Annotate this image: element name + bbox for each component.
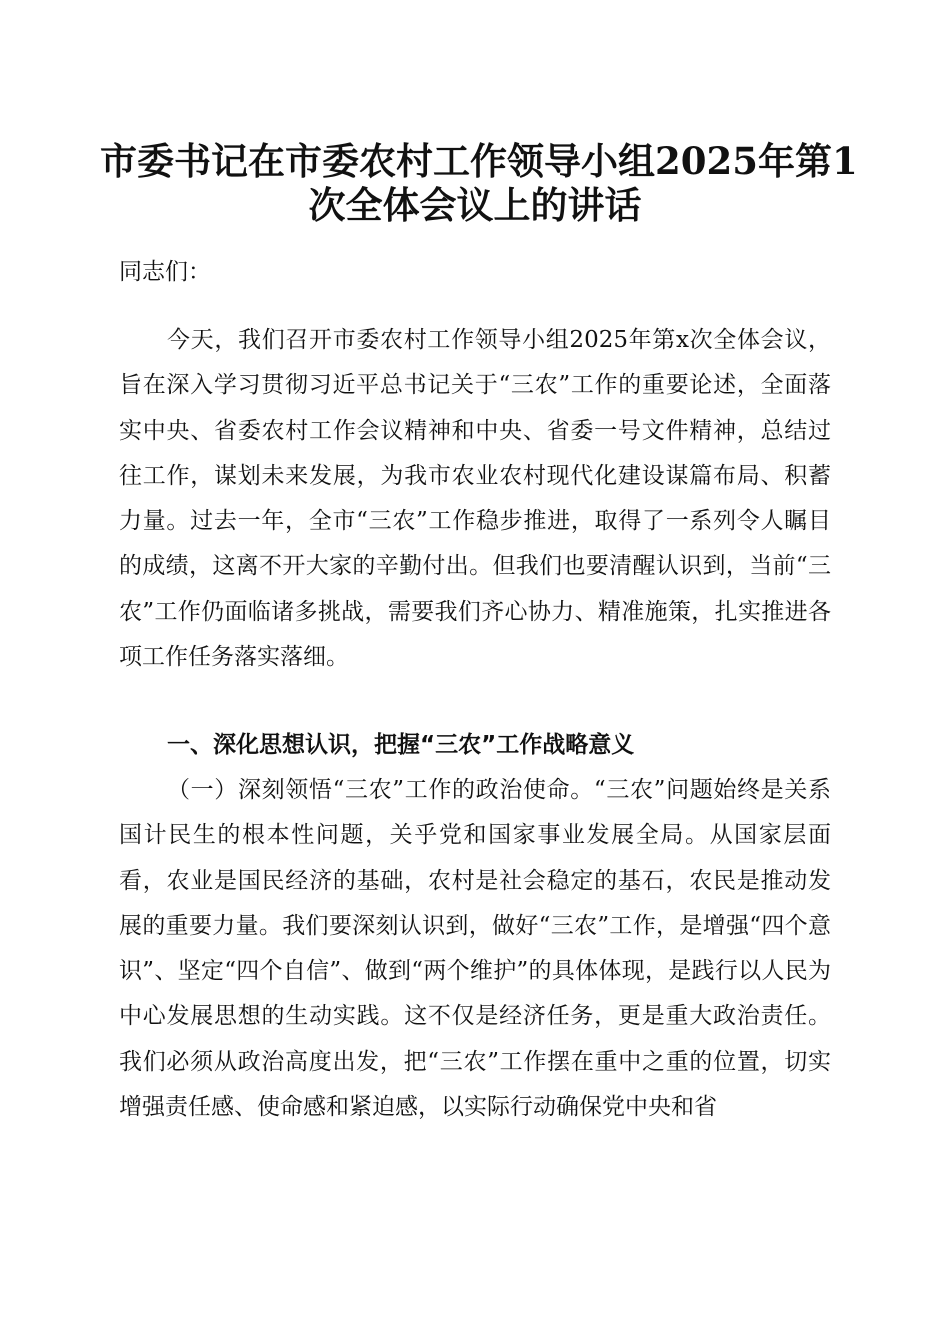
section-heading-1: 一、深化思想认识，把握“三农”工作战略意义 xyxy=(167,732,635,758)
paragraph-intro: 今天，我们召开市委农村工作领导小组2025年第x次全体会议，旨在深入学习贯彻习近平总书记关于“三农”工作的重要论述，全面落实中央、省委农村工作会议精神和中央、省委一号文件精神，总结过往工作，谋划未来发展，为我市农业农村现代化建设谋篇布局、积蓄力量。过去一年，全市“三农”工作稳步推进，取得了一系列令人瞩目的成绩，这离不开大家的辛勤付出。但我们也要清醒认识到，当前“三农”工作仍面临诸多挑战，需要我们齐心协力、精准施策，扎实推进各项工作任务落实落细。 xyxy=(119,327,831,671)
paragraph-section-1-1: （一）深刻领悟“三农”工作的政治使命。“三农”问题始终是关系国计民生的根本性问题，关乎党和国家事业发展全局。从国家层面看，农业是国民经济的基础，农村是社会稳定的基石，农民是推动发展的重要力量。我们要深刻认识到，做好“三农”工作，是增强“四个意识”、坚定“四个自信”、做到“两个维护”的具体体现，是践行以人民为中心发展思想的生动实践。这不仅是经济任务，更是重大政治责任。我们必须从政治高度出发，把“三农”工作摆在重中之重的位置，切实增强责任感、使命感和紧迫感，以实际行动确保党中央和省 xyxy=(119,777,831,1121)
salutation: 同志们： xyxy=(119,259,211,285)
document-title-line-1: 市委书记在市委农村工作领导小组2025年第1 xyxy=(100,139,858,183)
document-title-line-2: 次全体会议上的讲话 xyxy=(308,183,642,227)
